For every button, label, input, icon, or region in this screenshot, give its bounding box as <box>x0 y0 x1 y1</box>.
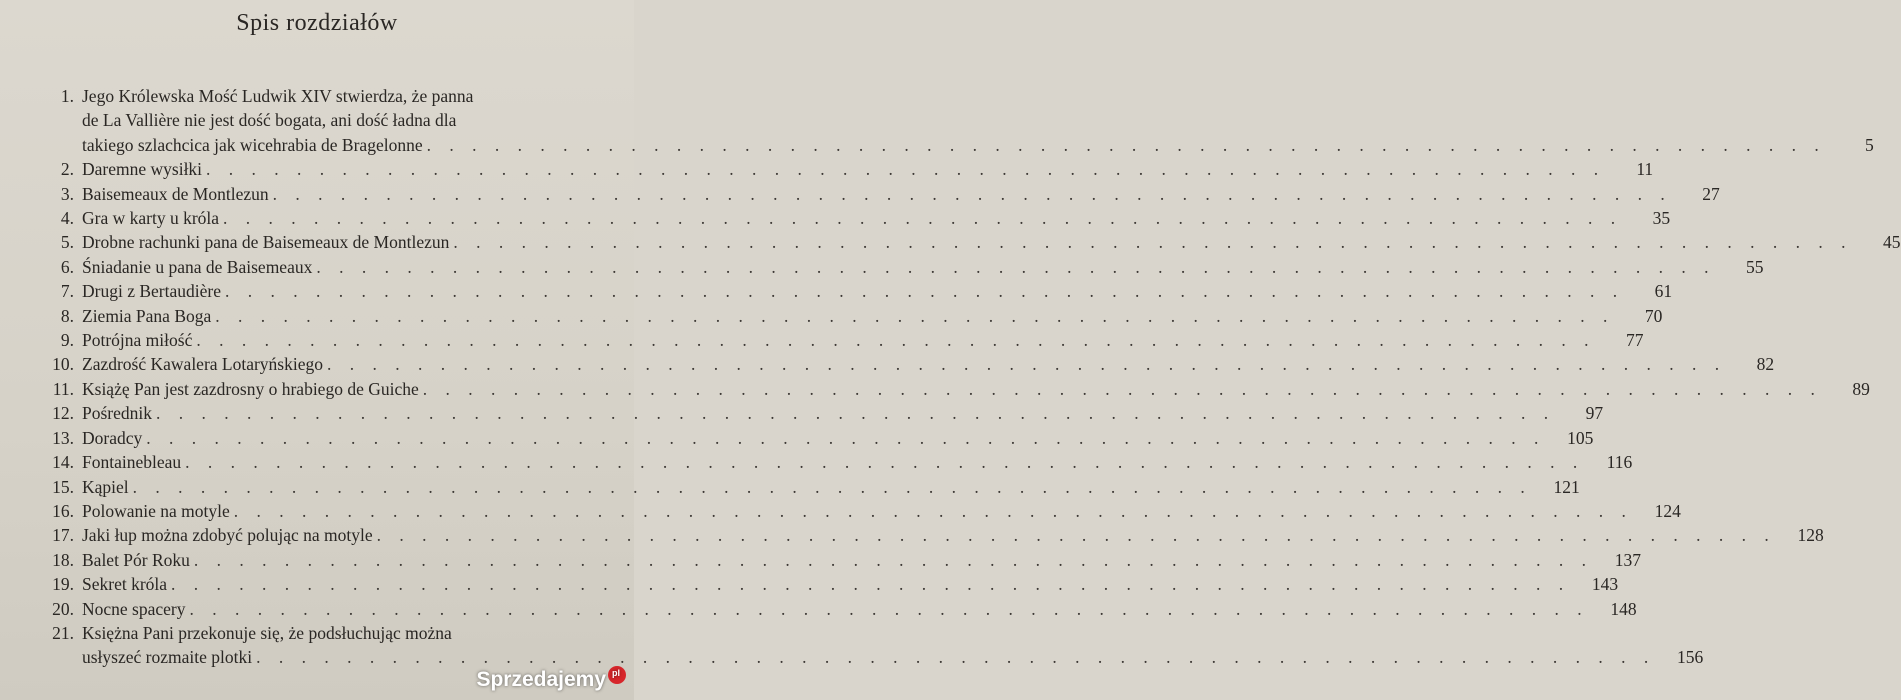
leader-dots <box>423 377 1822 401</box>
page-number: 97 <box>1585 403 1604 424</box>
leader-dots <box>156 401 1555 425</box>
chapter-number: 1. <box>60 86 74 106</box>
toc-entry <box>30 548 1642 572</box>
chapter-title-line: Ziemia Pana Boga <box>82 305 212 326</box>
page-number: 70 <box>1644 305 1663 326</box>
chapter-title-line: Zazdrość Kawalera Lotaryńskiego <box>82 354 324 375</box>
chapter-title-line: Daremne wysiłki <box>82 159 203 180</box>
toc-entry <box>30 377 1870 401</box>
chapter-title-line: Księżna Pani przekonuje się, że podsłuchując można <box>82 622 452 643</box>
leader-dots <box>206 157 1605 181</box>
chapter-title-line: Potrójna miłość <box>82 330 193 351</box>
leader-dots <box>225 279 1624 303</box>
chapter-number: 10. <box>52 354 74 375</box>
toc-entry <box>30 206 1671 230</box>
chapter-number: 12. <box>52 403 74 424</box>
page-number: 61 <box>1654 281 1673 302</box>
page-number: 148 <box>1610 598 1637 619</box>
toc-entry <box>30 475 1580 499</box>
leader-dots <box>273 182 1672 206</box>
chapter-number: 11. <box>52 378 74 399</box>
page-number: 128 <box>1797 525 1824 546</box>
chapter-title-line: Śniadanie u pana de Baisemeaux <box>82 256 313 277</box>
toc-entry <box>30 157 1654 181</box>
chapter-title-line: Gra w karty u króla <box>82 208 220 229</box>
watermark-dot-icon <box>608 666 626 684</box>
chapter-title-line: Książę Pan jest zazdrosny o hrabiego de Guiche <box>82 378 419 399</box>
page-number: 77 <box>1625 330 1644 351</box>
page-number: 121 <box>1553 476 1580 497</box>
toc-entry <box>30 572 1619 596</box>
chapter-title-line: Sekret króla <box>82 574 168 595</box>
page-number: 156 <box>1676 647 1704 668</box>
leader-dots <box>377 523 1776 547</box>
chapter-number: 4. <box>60 208 74 229</box>
chapter-number: 21. <box>52 622 74 643</box>
page-number: 105 <box>1567 427 1594 448</box>
page-number: 5 <box>1864 134 1874 155</box>
toc-entry <box>30 328 1644 352</box>
chapter-number: 13. <box>52 427 74 448</box>
leader-dots <box>215 304 1614 328</box>
chapter-title-line: Fontainebleau <box>82 452 182 473</box>
chapter-title-line: Pośrednik <box>82 403 152 424</box>
chapter-number: 20. <box>52 598 74 619</box>
toc-entry <box>30 255 1764 279</box>
chapter-number: 15. <box>52 476 74 497</box>
chapter-number: 16. <box>52 500 74 521</box>
page-number: 55 <box>1745 256 1764 277</box>
chapter-title-line: Balet Pór Roku <box>82 549 190 570</box>
chapter-title-line: Baisemeaux de Montlezun <box>82 183 269 204</box>
chapter-number: 5. <box>60 232 74 253</box>
leader-dots <box>316 255 1715 279</box>
leader-dots <box>234 499 1633 523</box>
leader-dots <box>185 450 1584 474</box>
toc-entry <box>30 84 1874 157</box>
chapter-title-line: Jego Królewska Mość Ludwik XIV stwierdza, że panna <box>82 86 474 106</box>
toc-entry <box>30 279 1673 303</box>
leader-dots <box>327 352 1726 376</box>
chapter-number: 19. <box>52 574 74 595</box>
chapter-title-line: Polowanie na motyle <box>82 500 230 521</box>
page-number: 116 <box>1606 452 1633 473</box>
chapter-title-line: takiego szlachcica jak wicehrabia de Bragelonne <box>82 134 423 155</box>
leader-dots <box>223 206 1622 230</box>
chapter-title-line: Drugi z Bertaudière <box>82 281 221 302</box>
leader-dots <box>133 475 1532 499</box>
watermark-suffix: pl <box>612 668 620 678</box>
chapter-number: 7. <box>60 281 74 302</box>
chapter-title-line: de La Vallière nie jest dość bogata, ani dość ładna dla <box>82 110 457 131</box>
leader-dots <box>194 548 1593 572</box>
chapter-title-line: Nocne spacery <box>82 598 186 619</box>
toc-entry <box>30 499 1681 523</box>
chapter-number: 17. <box>52 525 74 546</box>
watermark-logo <box>476 668 626 692</box>
leader-dots <box>427 133 1826 157</box>
chapter-title-line: Kąpiel <box>82 476 129 497</box>
page-number: 45 <box>1883 232 1901 253</box>
leader-dots <box>171 572 1570 596</box>
page-number: 137 <box>1614 549 1642 570</box>
chapter-title-line: Drobne rachunki pana de Baisemeaux de Montlezun <box>82 232 450 253</box>
chapter-number: 14. <box>52 452 74 473</box>
toc-entry <box>30 352 1775 376</box>
leader-dots <box>453 230 1852 254</box>
leader-dots <box>146 426 1545 450</box>
table-of-contents <box>30 84 1901 670</box>
chapter-title-line: Doradcy <box>82 427 143 448</box>
watermark-text: Sprzedajemy <box>476 668 606 691</box>
leader-dots <box>256 645 1655 669</box>
page-number: 89 <box>1852 378 1870 399</box>
page-number: 27 <box>1702 183 1720 204</box>
page-number: 11 <box>1636 159 1654 180</box>
chapter-number: 6. <box>60 256 74 277</box>
toc-entry <box>30 426 1594 450</box>
page-title: Spis rozdziałów <box>236 10 398 36</box>
toc-entry <box>30 450 1633 474</box>
page-number: 82 <box>1756 354 1775 375</box>
chapter-title-line: Jaki łup można zdobyć polując na motyle <box>82 525 373 546</box>
toc-entry <box>30 230 1901 254</box>
chapter-number: 2. <box>60 159 74 180</box>
page-number: 143 <box>1591 574 1619 595</box>
page-number: 124 <box>1654 500 1681 521</box>
toc-entry <box>30 401 1604 425</box>
toc-entry <box>30 597 1637 621</box>
toc-entry <box>30 621 1704 670</box>
chapter-title-line: usłyszeć rozmaite plotki <box>82 647 253 668</box>
page-number: 35 <box>1652 208 1671 229</box>
leader-dots <box>190 597 1589 621</box>
toc-entry <box>30 304 1663 328</box>
chapter-number: 9. <box>60 330 74 351</box>
chapter-number: 18. <box>52 549 74 570</box>
leader-dots <box>196 328 1595 352</box>
chapter-number: 8. <box>60 305 74 326</box>
toc-entry <box>30 182 1720 206</box>
toc-entry <box>30 523 1824 547</box>
chapter-number: 3. <box>60 183 74 204</box>
